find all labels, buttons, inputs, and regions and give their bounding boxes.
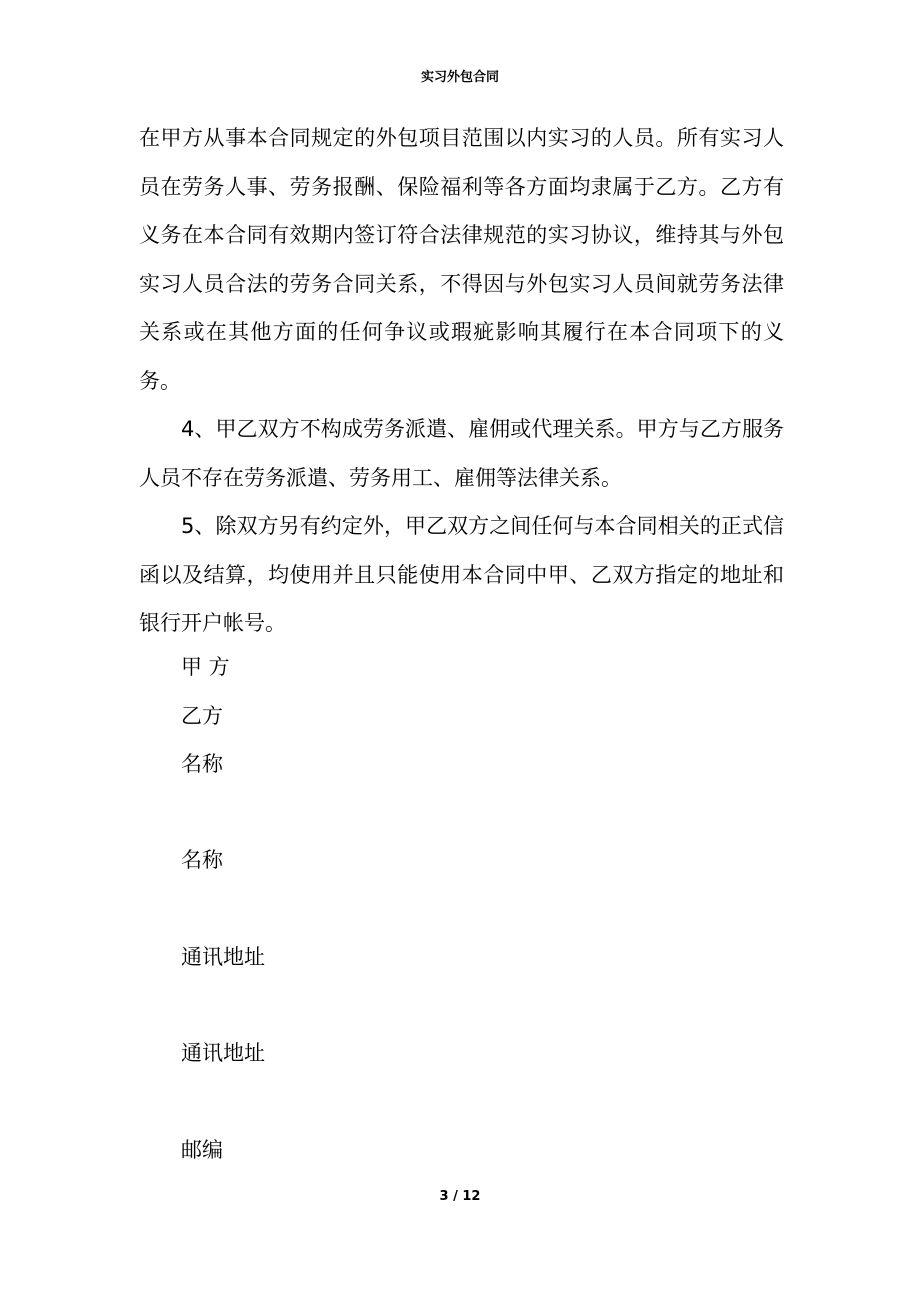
paragraph-clause-5: 5、除双方另有约定外，甲乙双方之间任何与本合同相关的正式信函以及结算，均使用并且只能使用本合同中甲、乙双方指定的地址和银行开户帐号。 [139, 514, 784, 635]
address-label-a: 通讯地址 [181, 945, 265, 969]
address-label-b: 通讯地址 [181, 1041, 265, 1065]
document-header-title: 实习外包合同 [420, 70, 499, 85]
name-label-b: 名称 [181, 848, 223, 872]
paragraph-continuation: 在甲方从事本合同规定的外包项目范围以内实习的人员。所有实习人员在劳务人事、劳务报酬、保险福利等各方面均隶属于乙方。乙方有义务在本合同有效期内签订符合法律规范的实习协议，维持其与外包实习人员合法的劳务合同关系，不得因与外包实习人员间就劳务法律关系或在其他方面的任何争议或瑕疵影响其履行在本合同项下的义务。 [139, 126, 784, 393]
name-label-a: 名称 [181, 752, 223, 776]
paragraph-clause-4: 4、甲乙双方不构成劳务派遣、雇佣或代理关系。甲方与乙方服务人员不存在劳务派遣、劳务用工、雇佣等法律关系。 [139, 417, 784, 490]
postcode-label: 邮编 [181, 1138, 223, 1162]
contract-body [139, 114, 784, 648]
party-a-label: 甲 方 [181, 655, 230, 679]
page-number: 3 / 12 [439, 1189, 481, 1204]
party-b-label: 乙方 [181, 704, 223, 728]
